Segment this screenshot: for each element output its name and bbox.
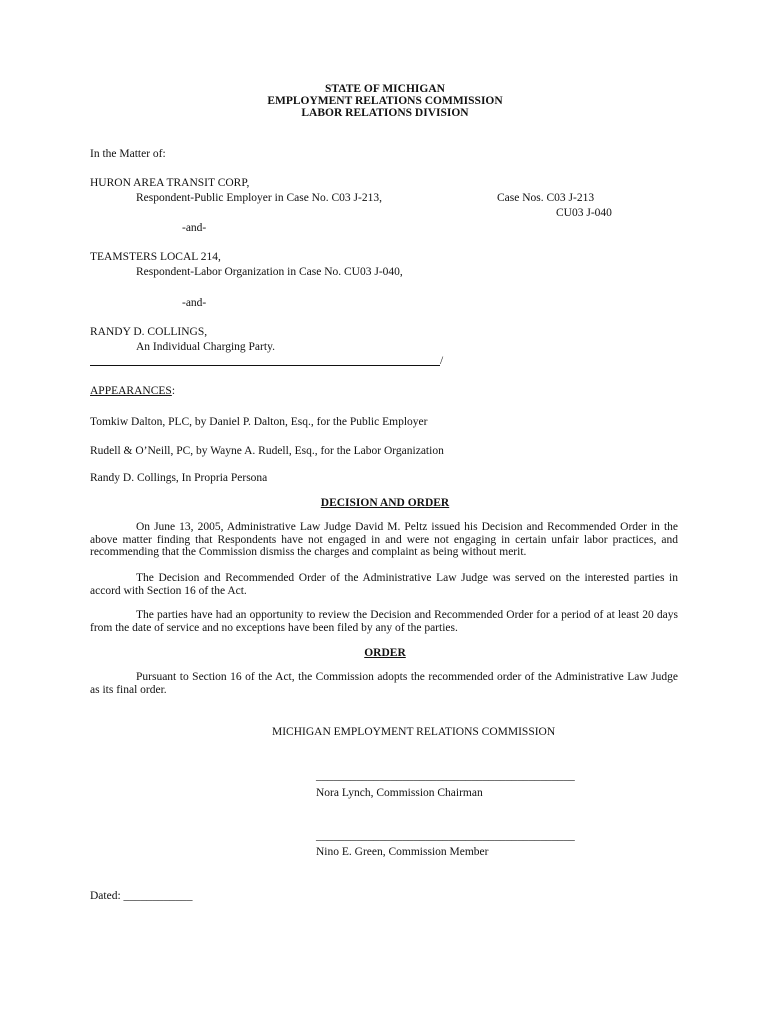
matter-of-label: In the Matter of: <box>90 148 166 160</box>
signer-2: Nino E. Green, Commission Member <box>316 846 489 858</box>
party2-role: Respondent-Labor Organization in Case No. CU03 J-040, <box>136 266 403 278</box>
appearance-public-employer: Tomkiw Dalton, PLC, by Daniel P. Dalton, Esq., for the Public Employer <box>90 416 428 428</box>
signature-line-2: _____________________________________________ <box>316 830 575 842</box>
signer-1: Nora Lynch, Commission Chairman <box>316 787 483 799</box>
appearances-heading <box>90 384 175 398</box>
decision-heading: DECISION AND ORDER <box>320 497 450 509</box>
header-division: LABOR RELATIONS DIVISION <box>301 107 469 119</box>
decision-paragraph-2-text: The Decision and Recommended Order of the Administrative Law Judge was served on the interested parties in accord with Section 16 of the Act. <box>90 572 678 597</box>
appearance-labor-organization: Rudell & O’Neill, PC, by Wayne A. Rudell, Esq., for the Labor Organization <box>90 445 444 457</box>
appearances-heading-text: APPEARANCES <box>90 385 172 397</box>
order-paragraph <box>90 671 678 696</box>
order-heading: ORDER <box>364 647 406 659</box>
party1-name: HURON AREA TRANSIT CORP, <box>90 177 250 189</box>
dated-line: Dated: ____________ <box>90 890 193 902</box>
case-numbers-label: Case Nos. C03 J-213 <box>497 192 595 204</box>
signature-line-1: _____________________________________________ <box>316 770 575 782</box>
header-commission: EMPLOYMENT RELATIONS COMMISSION <box>267 95 503 107</box>
and-separator-1: -and- <box>182 222 207 234</box>
decision-paragraph-3 <box>90 609 678 634</box>
decision-paragraph-2 <box>90 572 678 597</box>
party3-name: RANDY D. COLLINGS, <box>90 326 208 338</box>
party1-role: Respondent-Public Employer in Case No. C03 J-213, <box>136 192 382 204</box>
party2-name: TEAMSTERS LOCAL 214, <box>90 251 221 263</box>
decision-paragraph-3-text: The parties have had an opportunity to review the Decision and Recommended Order for a period of at least 20 days from the date of service and no exceptions have been filed by any of the parties. <box>90 609 678 634</box>
appearances-colon: : <box>171 385 176 397</box>
decision-paragraph-1 <box>90 521 678 559</box>
case-number-2: CU03 J-040 <box>556 207 612 219</box>
party3-role: An Individual Charging Party. <box>136 341 275 353</box>
caption-rule-end: / <box>440 355 444 367</box>
header-state: STATE OF MICHIGAN <box>325 83 445 95</box>
commission-signature-block: MICHIGAN EMPLOYMENT RELATIONS COMMISSION <box>272 726 556 738</box>
order-paragraph-text: Pursuant to Section 16 of the Act, the Commission adopts the recommended order of the Administrative Law Judge as its final order. <box>90 671 678 696</box>
and-separator-2: -and- <box>182 297 207 309</box>
caption-rule <box>90 365 440 366</box>
decision-paragraph-1-text: On June 13, 2005, Administrative Law Judge David M. Peltz issued his Decision and Recommended Order in the above matter finding that Respondents have not engaged in and were not engaging in certain unfair labor practices, and recommending that the Commission dismiss the charges and complaint as being without merit. <box>90 521 678 558</box>
appearance-charging-party: Randy D. Collings, In Propria Persona <box>90 472 268 484</box>
